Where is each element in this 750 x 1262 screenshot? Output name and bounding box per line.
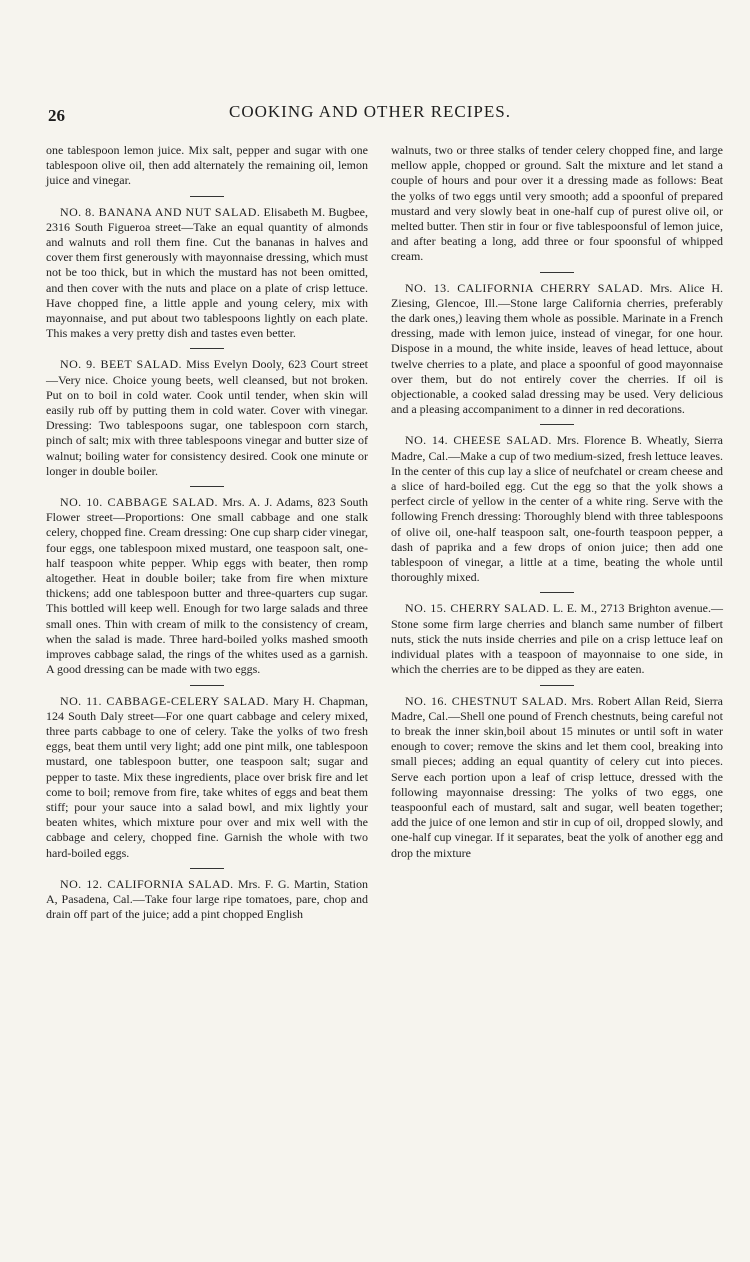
divider xyxy=(190,196,224,197)
recipe-heading: NO. 8. BANANA AND NUT SALAD. xyxy=(60,204,261,219)
recipe-heading: NO. 15. CHERRY SALAD. xyxy=(405,601,550,616)
recipe-body: Mrs. Florence B. Wheatly, Sierra Madre, Cal.—Make a cup of two medium-sized, fresh lettuce leaves. In the center of this cup lay a slice of neufchatel or cream cheese and a slice of hard-boiled egg. Cut the egg so that the yolk shows a perfect circle of yellow in the center of a white ring. Serve with the following French dressing: Thoroughly blend with three tablespoons of olive oil, one-half teaspoon salt, one-fourth teaspoon pepper, a dash of paprika and a few drops of onion juice; then add one tablespoon of vinegar, a little at a time, beating the whole until thoroughly mixed. xyxy=(391,433,724,585)
recipe-14 xyxy=(391,433,723,585)
recipe-8 xyxy=(46,205,368,342)
divider xyxy=(540,685,574,686)
recipe-13 xyxy=(391,281,723,418)
page-number: 26 xyxy=(48,106,65,125)
recipe-11 xyxy=(46,694,368,861)
recipe-heading: NO. 11. CABBAGE-CELERY SALAD. xyxy=(60,693,269,708)
recipe-heading: NO. 14. CHEESE SALAD. xyxy=(405,433,552,448)
recipe-body: L. E. M., 2713 Brighton avenue.—Stone some firm large cherries and blanch same number of filbert nuts, stick the nuts inside cherries and pile on a crisp lettuce leaf on individual plates with a teaspoon of mayonnaise to one side, in which the cherries are to be dipped as they are eaten. xyxy=(391,601,724,677)
divider xyxy=(190,685,224,686)
continuation-text: one tablespoon lemon juice. Mix salt, pepper and sugar with one tablespoon olive oil, then add alternately the remaining oil, lemon juice and vinegar. xyxy=(46,143,368,188)
recipe-15 xyxy=(391,601,723,677)
recipe-heading: NO. 9. BEET SALAD. xyxy=(60,357,182,372)
recipe-body: Mrs. F. G. Martin, Station A, Pasadena, Cal.—Take four large ripe tomatoes, pare, chop and drain off part of the juice; add a pint chopped English xyxy=(46,876,369,922)
recipe-16 xyxy=(391,694,723,861)
divider xyxy=(190,486,224,487)
recipe-body: Mrs. A. J. Adams, 823 South Flower street—Proportions: One small cabbage and one stalk celery, chopped fine. Cream dressing: One cup sharp cider vinegar, four eggs, one tablespoon mixed mustard, one teaspoon salt, one-half teaspoon white pepper. Whip eggs with beater, then romp altogether. Heat in double boiler; take from fire when mixture thickens; add one tablespoon butter and three-quarters cup sugar. This bottled will keep well. Enough for two large salads and three small ones. Thin with cream of milk to the consistency of cream, when the salad is made. Three hard-boiled yolks mashed smooth improves cabbage salad, the rings of the whites used as a garnish. A good dressing can be made with two eggs. xyxy=(46,495,368,677)
recipe-body: Mary H. Chapman, 124 South Daly street—For one quart cabbage and celery mixed, three parts cabbage to one of celery. Take the yolks of two fresh eggs, beat them until very light; add one pint milk, one tablespoon mustard, one tablespoon butter, one teaspoon salt; sugar and pepper to taste. Mix these ingredients, place over brisk fire and let come to boil; remove from fire, take whites of eggs and beat them stiff; pour your sauce into a salad bowl, and mix lightly your beaten whites, which mixture pour over and mix well with the cabbage and celery, chopped fine. Garnish the whole with two hard-boiled eggs. xyxy=(46,693,368,860)
divider xyxy=(540,424,574,425)
recipe-10 xyxy=(46,495,368,677)
recipe-9 xyxy=(46,357,368,479)
divider xyxy=(190,348,224,349)
recipe-body: Miss Evelyn Dooly, 623 Court street—Very nice. Choice young beets, well cleansed, but not broken. Put on to boil in cold water. Cook until tender, when skin will easily rub off by putting them in cold water. Cover with vinegar. Dressing: Two tablespoons sugar, one tablespoon corn starch, pinch of salt; mix with three tablespoons vinegar and butter size of walnut; boiling water for consistency desired. Cook one minute or longer in double boiler. xyxy=(46,357,369,478)
left-column xyxy=(46,143,368,922)
recipe-heading: NO. 13. CALIFORNIA CHERRY SALAD. xyxy=(405,280,644,295)
recipe-body: Elisabeth M. Bugbee, 2316 South Figueroa street—Take an equal quantity of almonds and walnuts and roll them fine. Cut the bananas in halves and cover them first generously with mayonnaise dressing, which must not be too thick, but in which the mustard has not been omitted, and then cover with the nuts and place on a plate of crisp lettuce. Have chopped fine, a little apple and young celery, mix with mayonnaise, and put about two tablespoons lightly on each plate. This makes a very pretty dish and tastes even better. xyxy=(46,204,368,341)
recipe-body: Mrs. Robert Allan Reid, Sierra Madre, Cal.—Shell one pound of French chestnuts, being careful not to break the inner skin,boil about 15 minutes or until soft in water enough to cover; remove the skins and let them cool, breaking into small pieces; adding an equal quantity of celery cut into pieces. Serve each portion upon a leaf of crisp lettuce, dressed with the following mayonnaise dressing: The yolks of two eggs, one teaspoonful each of mustard, salt and sugar, well beaten together; add the juice of one lemon and stir in cup of oil, dropped slowly, and one-half cup vinegar. If it separates, beat the yolk of another egg and drop the mixture xyxy=(391,693,724,860)
recipe-body: Mrs. Alice H. Ziesing, Glencoe, Ill.—Stone large California cherries, preferably the dark ones,) leaving them whole as possible. Marinate in a French dressing, made with lemon juice, instead of vinegar, for one hour. Dispose in a mound, the white inside, leaves of head lettuce, about twelve cherries to a plate, and place a spoonful of good mayonnaise over them, but do not entirely cover the cherries. If oil is objectionable, a cooked salad dressing may be used. Very delicious and a pleasing accompaniment to a dinner in red decorations. xyxy=(391,280,723,417)
divider xyxy=(540,272,574,273)
continuation-text: walnuts, two or three stalks of tender celery chopped fine, and large mellow apple, chopped or ground. Salt the mixture and let stand a couple of hours and pour over it a dressing made as follows: Beat the yolks of two eggs until very smooth; add a spoonful of prepared mustard and very slowly beat in one-half cup of purest olive oil, or melted butter. Then stir in four or five tablespoonsful of lemon juice, and after beating a long, add three or four spoonsful of whipped cream. xyxy=(391,143,723,264)
recipe-heading: NO. 12. CALIFORNIA SALAD. xyxy=(60,876,234,891)
divider xyxy=(190,868,224,869)
running-head: COOKING AND OTHER RECIPES. xyxy=(229,102,511,121)
right-column xyxy=(391,143,723,861)
recipe-heading: NO. 10. CABBAGE SALAD. xyxy=(60,495,218,510)
recipe-12 xyxy=(46,877,368,923)
divider xyxy=(540,592,574,593)
recipe-heading: NO. 16. CHESTNUT SALAD. xyxy=(405,693,568,708)
